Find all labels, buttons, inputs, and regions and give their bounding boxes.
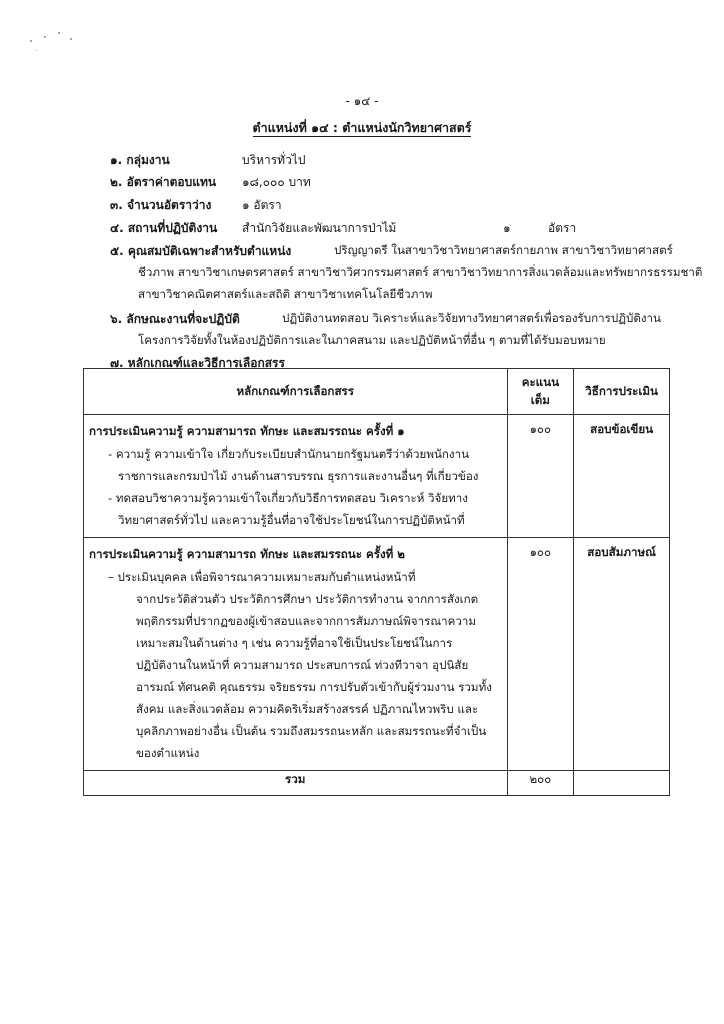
scan-speck — [70, 38, 72, 40]
item-value-salary: ๑๘,๐๐๐ บาท — [242, 175, 311, 189]
list-item: อารมณ์ ทัศนคติ คุณธรรม จริยธรรม การปรับตัวเข้ากับผู้ร่วมงาน รวมทั้ง — [136, 680, 492, 694]
round2-lines — [84, 564, 507, 770]
duties-line: ปฏิบัติงานทดสอบ วิเคราะห์และวิจัยทางวิทยาศาสตร์เพื่อรองรับการปฏิบัติงาน — [282, 311, 661, 325]
item-label-workplace: ๔. สถานที่ปฏิบัติงาน — [110, 221, 218, 235]
list-item: ปฏิบัติงานในหน้าที่ ความสามารถ ประสบการณ์ ท่วงทีวาจา อุปนิสัย — [136, 658, 469, 672]
list-item: ราชการและกรมป่าไม้ งานด้านสารบรรณ ธุรการและงานอื่นๆ ที่เกี่ยวข้อง — [118, 469, 479, 483]
item-value-work-group: บริหารทั่วไป — [242, 153, 306, 167]
round1-score: ๑๐๐ — [507, 415, 574, 538]
list-item: สังคม และสิ่งแวดล้อม ความคิดริเริ่มสร้างสรรค์ ปฏิภาณไหวพริบ และ — [136, 702, 479, 716]
round1-title: การประเมินความรู้ ความสามารถ ทักษะ และสมรรถนะ ครั้งที่ ๑ — [89, 424, 405, 438]
list-item: ของตำแหน่ง — [136, 746, 200, 760]
header-criteria: หลักเกณฑ์การเลือกสรร — [84, 369, 508, 415]
total-method-empty — [574, 771, 670, 796]
scan-speck — [30, 40, 32, 42]
qualification-label: ๕. คุณสมบัติเฉพาะสำหรับตำแหน่ง — [110, 244, 292, 258]
list-item: - ความรู้ ความเข้าใจ เกี่ยวกับระเบียบสำนักนายกรัฐมนตรีว่าด้วยพนักงาน — [108, 447, 470, 461]
list-item: บุคลิกภาพอย่างอื่น เป็นต้น รวมถึงสมรรถนะหลัก และสมรรถนะที่จำเป็น — [136, 724, 487, 738]
item-label-salary: ๒. อัตราค่าตอบแทน — [110, 175, 217, 189]
qualification-line: ปริญญาตรี ในสาขาวิชาวิทยาศาสตร์กายภาพ สาขาวิชาวิทยาศาสตร์ — [334, 243, 673, 257]
table-row — [84, 415, 670, 538]
round1-method: สอบข้อเขียน — [574, 415, 670, 538]
header-score-line: คะแนน — [521, 374, 559, 389]
table-header-row — [84, 369, 670, 415]
round2-title: การประเมินความรู้ ความสามารถ ทักษะ และสมรรถนะ ครั้งที่ ๒ — [89, 547, 405, 561]
header-score-line: เต็ม — [530, 392, 550, 407]
item-value-workplace: สำนักวิจัยและพัฒนาการป่าไม้ — [242, 221, 397, 235]
list-item: พฤติกรรมที่ปรากฏของผู้เข้าสอบและจากการสัมภาษณ์พิจารณาความ — [136, 614, 477, 628]
item-workplace-unit: อัตรา — [548, 221, 577, 235]
list-item: - ทดสอบวิชาความรู้ความเข้าใจเกี่ยวกับวิธีการทดสอบ วิเคราะห์ วิจัยทาง — [108, 491, 468, 505]
table-row — [84, 538, 670, 771]
round2-cell — [84, 538, 508, 771]
round1-lines — [84, 441, 507, 537]
scan-speck — [58, 32, 60, 34]
position-title: ตำแหน่งที่ ๑๔ : ตำแหน่งนักวิทยาศาสตร์ — [252, 120, 472, 135]
header-method: วิธีการประเมิน — [574, 369, 670, 415]
list-item: วิทยาศาสตร์ทั่วไป และความรู้อื่นที่อาจใช้ประโยชน์ในการปฏิบัติหน้าที่ — [118, 513, 465, 527]
list-item: เหมาะสมในด้านต่าง ๆ เช่น ความรู้ที่อาจใช้เป็นประโยชน์ในการ — [136, 636, 453, 650]
page-number: - ๑๔ - — [345, 94, 379, 108]
qualification-line: ชีวภาพ สาขาวิชาเกษตรศาสตร์ สาขาวิชาวิศวกรรมศาสตร์ สาขาวิชาวิทยาการสิ่งแวดล้อมและทรัพยากรธรรมชาติ — [138, 265, 703, 279]
item-label-vacancies: ๓. จำนวนอัตราว่าง — [110, 198, 212, 212]
duties-label: ๖. ลักษณะงานที่จะปฏิบัติ — [110, 312, 240, 326]
total-label: รวม — [84, 771, 508, 796]
criteria-table — [83, 368, 670, 796]
round2-score: ๑๐๐ — [507, 538, 574, 771]
header-score — [507, 369, 574, 415]
round2-method: สอบสัมภาษณ์ — [574, 538, 670, 771]
list-item: จากประวัติส่วนตัว ประวัติการศึกษา ประวัติการทำงาน จากการสังเกต — [136, 592, 479, 606]
list-item: – ประเมินบุคคล เพื่อพิจารณาความเหมาะสมกับตำแหน่งหน้าที่ — [108, 570, 416, 584]
qualification-line: สาขาวิชาคณิตศาสตร์และสถิติ สาขาวิชาเทคโนโลยีชีวภาพ — [138, 287, 433, 301]
scan-speck — [44, 36, 46, 38]
item-label-work-group: ๑. กลุ่มงาน — [110, 153, 170, 167]
table-total-row — [84, 771, 670, 796]
item-workplace-count: ๑ — [503, 221, 511, 235]
total-score: ๒๐๐ — [507, 771, 574, 796]
round1-cell — [84, 415, 508, 538]
duties-line: โครงการวิจัยทั้งในห้องปฏิบัติการและในภาคสนาม และปฏิบัติหน้าที่อื่น ๆ ตามที่ได้รับมอบหมาย — [138, 333, 606, 347]
criteria-heading: ๗. หลักเกณฑ์และวิธีการเลือกสรร — [110, 356, 285, 370]
scan-speck — [36, 50, 37, 51]
item-value-vacancies: ๑ อัตรา — [242, 198, 282, 212]
